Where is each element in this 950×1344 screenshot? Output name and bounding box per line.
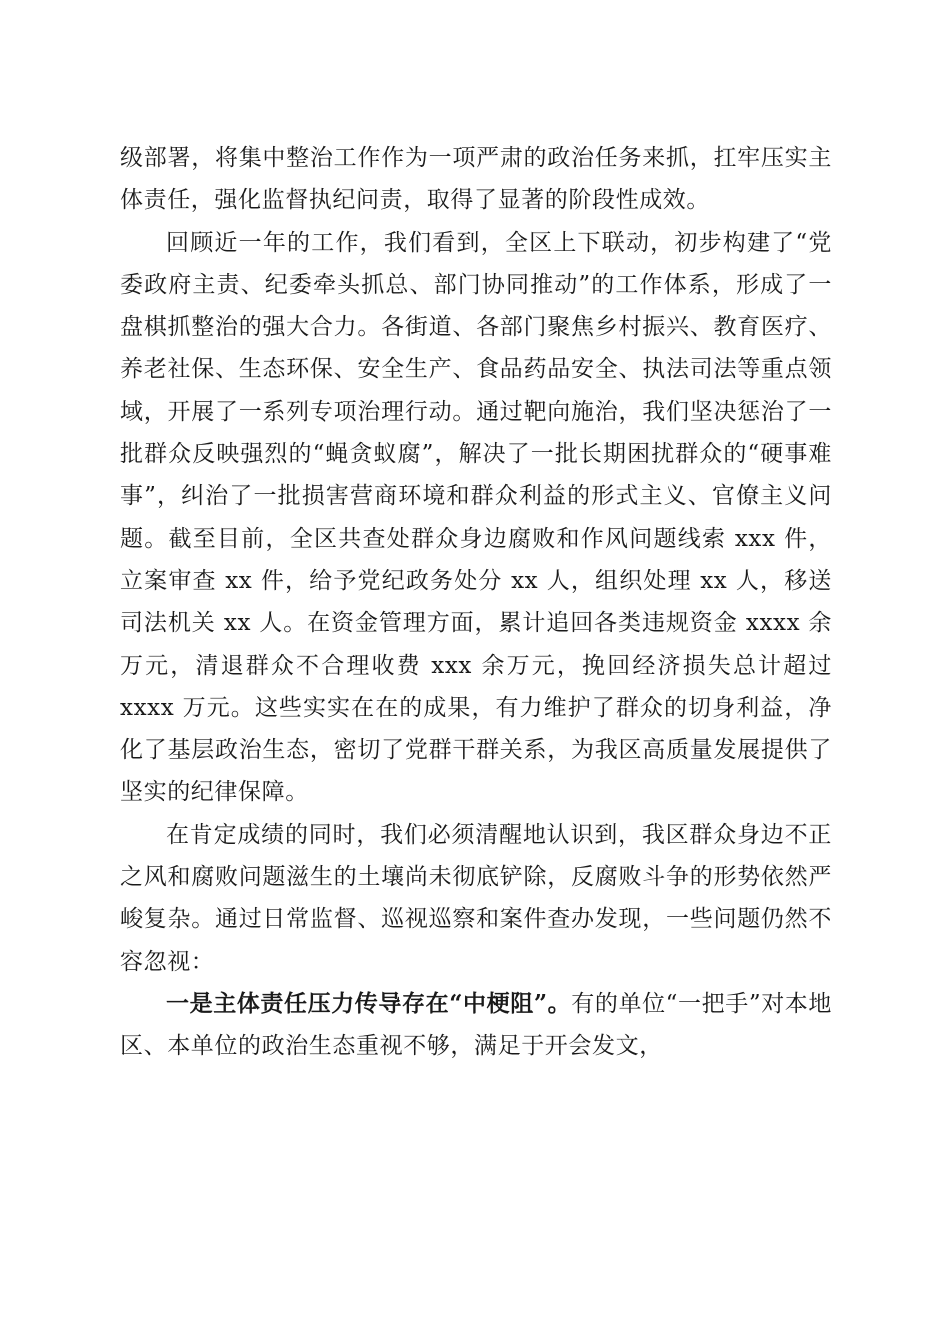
paragraph-achievements: 回顾近一年的工作，我们看到，全区上下联动，初步构建了“党委政府主责、纪委牵头抓总、部门协同推动”的工作体系，形成了一盘棋抓整治的强大合力。各街道、各部门聚焦乡村振兴、教育医疗、养老社保、生态环保、安全生产、食品药品安全、执法司法等重点领域，开展了一系列专项治理行动。通过靶向施治，我们坚决惩治了一批群众反映强烈的“蝇贪蚁腐”，解决了一批长期困扰群众的“硬事难事”，纠治了一批损害营商环境和群众利益的形式主义、官僚主义问题。截至目前，全区共查处群众身边腐败和作风问题线索 xxx 件，立案审查 xx 件，给予党纪政务处分 xx 人，组织处理 xx 人，移送司法机关 xx 人。在资金管理方面，累计追回各类违规资金 xxxx 余万元，清退群众不合理收费 xxx 余万元，挽回经济损失总计超过 xxxx 万元。这些实实在在的成果，有力维护了群众的切身利益，净化了基层政治生态，密切了党群干群关系，为我区高质量发展提供了坚实的纪律保障。 [120,229,832,806]
paragraph-problem-one-text: 有的单位“一把手”对本地区、本单位的政治生态重视不够，满足于开会发文， [120,990,833,1060]
paragraph-lead-heading: 一是主体责任压力传导存在“中梗阻”。 [166,989,572,1017]
paragraph-problems-intro: 在肯定成绩的同时，我们必须清醒地认识到，我区群众身边不正之风和腐败问题滋生的土壤尚未彻底铲除，反腐败斗争的形势依然严峻复杂。通过日常监督、巡视巡察和案件查办发现，一些问题仍然不容忽视： [120,821,832,975]
document-body [120,137,832,1068]
paragraph-problem-one [120,983,832,1068]
paragraph-continuation: 级部署，将集中整治工作作为一项严肃的政治任务来抓，扛牢压实主体责任，强化监督执纪问责，取得了显著的阶段性成效。 [120,145,832,214]
